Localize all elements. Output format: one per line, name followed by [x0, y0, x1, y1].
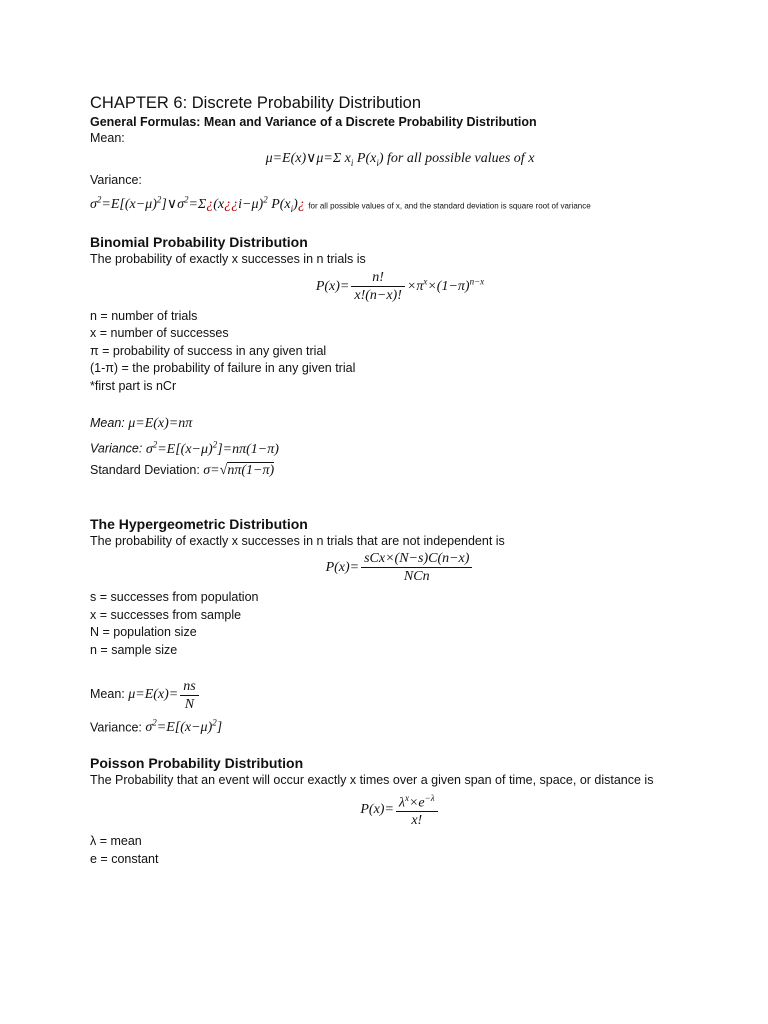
document-page	[90, 92, 710, 868]
chapter-title: CHAPTER 6: Discrete Probability Distribution	[90, 94, 422, 112]
hyper-def-s: s = successes from population	[90, 590, 259, 605]
general-formulas-heading: General Formulas: Mean and Variance of a Discrete Probability Distribution	[90, 115, 537, 129]
hypergeometric-mean: Mean: μ=E(x)= $\frac{ns}{N}$	[90, 677, 710, 712]
hyper-def-N: N = population size	[90, 625, 197, 640]
binomial-def-failure: (1-π) = the probability of failure in any given trial	[90, 361, 356, 376]
binomial-def-n: n = number of trials	[90, 308, 198, 323]
binomial-formula: P(x)= $\frac{n!}{x!(n-x)!}$ $\times\pi^x\times(1-\pi)^{n-x}$	[315, 269, 485, 303]
poisson-def-e: e = constant	[90, 851, 159, 866]
poisson-formula: P(x)= $\frac{\lambda^x\times e^{-\lambda}}{x!}$	[90, 790, 710, 830]
binomial-def-pi: π = probability of success in any given trial	[90, 343, 327, 358]
binomial-def-x: x = number of successes	[90, 326, 229, 341]
hyper-def-n: n = sample size	[90, 642, 178, 657]
hypergeometric-formula: P(x)= $\frac{\text{sCx×(N−s)C(n−x)}}{\text{NCn}}$	[90, 550, 710, 585]
poisson-def-lambda: λ = mean	[90, 834, 142, 849]
hypergeometric-intro: The probability of exactly x successes in n trials that are not independent is	[90, 533, 505, 548]
hypergeometric-heading: The Hypergeometric Distribution	[90, 515, 308, 532]
general-variance-label: Variance:	[90, 173, 142, 188]
poisson-intro: The Probability that an event will occur exactly x times over a given span of time, space, or distance is	[90, 773, 654, 788]
binomial-def-note: *first part is nCr	[90, 378, 177, 393]
general-variance-formula: $\sigma^2=E[(x-\mu)^2]\vee\sigma^2=\Sigma¿(x¿¿i-\mu)^2$ $P(x_i)¿$ for all possible values of x, and the standard deviation is square root of variance	[90, 194, 591, 215]
general-mean-formula: μ=E(x)∨μ=Σ $x_i$ $P(x_i)$ for all possible values of x	[265, 150, 535, 168]
binomial-sd: Standard Deviation: σ=√nπ(1−π)	[90, 462, 275, 478]
hyper-def-x: x = successes from sample	[90, 607, 242, 622]
hypergeometric-variance: Variance: $\sigma^2=E[(x-\mu)^2]$	[90, 717, 223, 736]
variance-note: for all possible values of x, and the standard deviation is square root of variance	[308, 201, 591, 211]
binomial-heading: Binomial Probability Distribution	[90, 234, 308, 251]
poisson-heading: Poisson Probability Distribution	[90, 755, 304, 772]
binomial-variance: Variance: $\sigma^2=E[(x-\mu)^2]=n\pi(1-\pi)$	[90, 439, 279, 457]
binomial-mean: Mean: μ=E(x)=nπ	[90, 416, 193, 432]
general-mean-label: Mean:	[90, 131, 125, 145]
binomial-intro: The probability of exactly x successes in n trials is	[90, 252, 366, 267]
